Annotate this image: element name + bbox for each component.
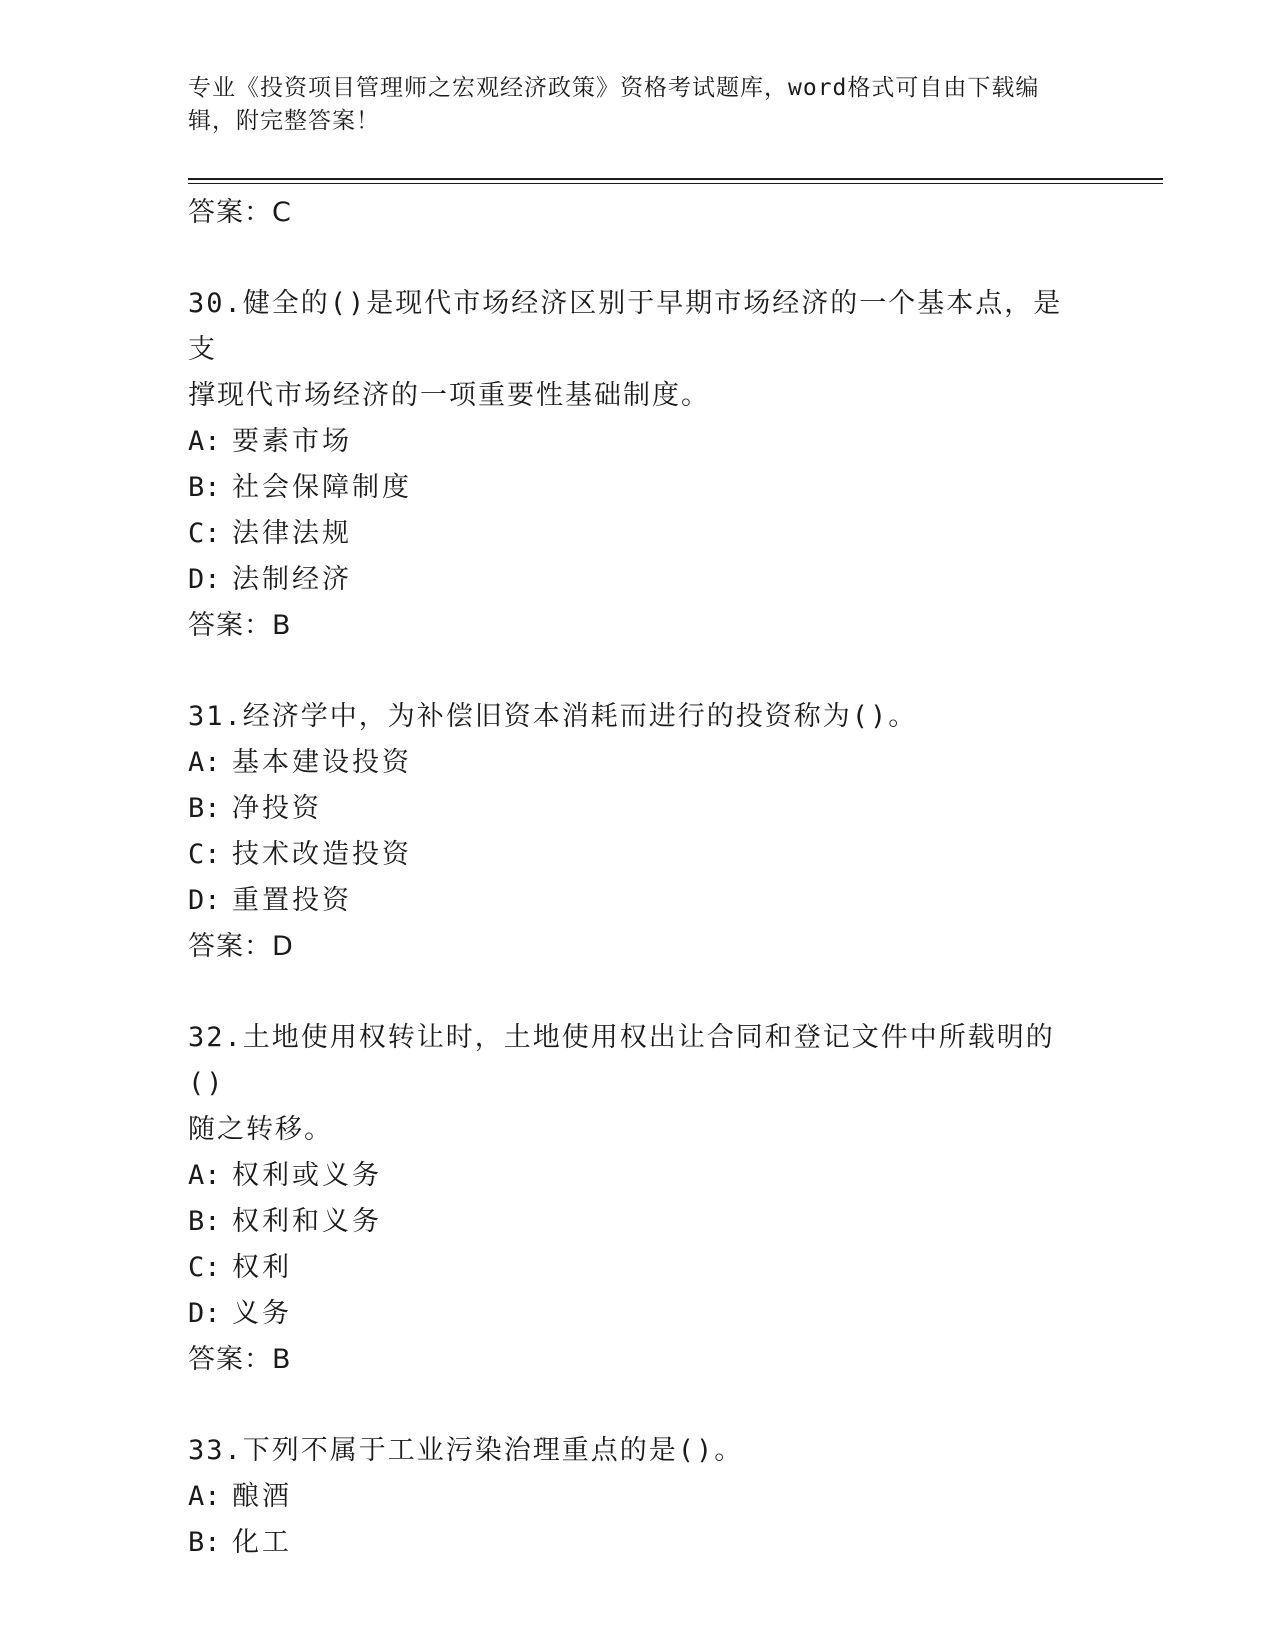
page-header <box>188 72 1068 138</box>
option-key: B: <box>188 1206 221 1237</box>
option-key: A: <box>188 747 221 778</box>
option-key: B: <box>188 793 221 824</box>
option-d <box>188 557 1088 603</box>
question-text <box>188 1015 1088 1153</box>
option-c <box>188 832 1088 878</box>
option-c <box>188 511 1088 557</box>
option-text: 基本建设投资 <box>232 747 412 778</box>
question-33 <box>188 1428 1088 1566</box>
header-line-1: 专业《投资项目管理师之宏观经济政策》资格考试题库，word格式可自由下载编 <box>188 75 1040 101</box>
option-a <box>188 740 1088 786</box>
option-a <box>188 1474 1088 1520</box>
question-text <box>188 1428 1088 1474</box>
option-c <box>188 1245 1088 1291</box>
spacer <box>188 236 1088 281</box>
option-key: B: <box>188 472 221 503</box>
option-text: 权利 <box>232 1252 292 1283</box>
question-text-line-1: 30.健全的()是现代市场经济区别于早期市场经济的一个基本点，是支 <box>188 288 1063 365</box>
option-a <box>188 1153 1088 1199</box>
option-text: 技术改造投资 <box>232 839 412 870</box>
question-text-line-2: 随之转移。 <box>188 1114 333 1145</box>
option-a <box>188 419 1088 465</box>
option-d <box>188 878 1088 924</box>
option-text: 净投资 <box>232 793 322 824</box>
option-text: 法律法规 <box>232 518 352 549</box>
header-divider-thin <box>188 183 1163 184</box>
header-divider-thick <box>188 178 1163 180</box>
header-line-2: 辑，附完整答案！ <box>188 108 380 134</box>
option-key: D: <box>188 564 221 595</box>
option-text: 酿酒 <box>232 1481 292 1512</box>
question-30 <box>188 281 1088 649</box>
option-key: D: <box>188 1298 221 1329</box>
option-text: 义务 <box>232 1298 292 1329</box>
option-text: 社会保障制度 <box>232 472 412 503</box>
option-text: 重置投资 <box>232 885 352 916</box>
option-key: C: <box>188 518 221 549</box>
option-key: A: <box>188 426 221 457</box>
option-b <box>188 1199 1088 1245</box>
answer-line: 答案：B <box>188 610 292 641</box>
option-key: A: <box>188 1160 221 1191</box>
question-text-line-1: 33.下列不属于工业污染治理重点的是()。 <box>188 1435 744 1466</box>
option-b <box>188 786 1088 832</box>
option-text: 权利和义务 <box>232 1206 382 1237</box>
option-key: C: <box>188 1252 221 1283</box>
option-key: B: <box>188 1527 221 1558</box>
option-b <box>188 1520 1088 1566</box>
spacer <box>188 649 1088 694</box>
question-text-line-2: 撑现代市场经济的一项重要性基础制度。 <box>188 380 710 411</box>
spacer <box>188 1383 1088 1428</box>
question-text-line-1: 32.土地使用权转让时，土地使用权出让合同和登记文件中所载明的() <box>188 1022 1055 1099</box>
option-text: 要素市场 <box>232 426 352 457</box>
question-31 <box>188 694 1088 970</box>
spacer <box>188 970 1088 1015</box>
question-text-line-1: 31.经济学中，为补偿旧资本消耗而进行的投资称为()。 <box>188 701 918 732</box>
option-b <box>188 465 1088 511</box>
answer-line: 答案：D <box>188 931 294 962</box>
option-key: A: <box>188 1481 221 1512</box>
answer-line: 答案：B <box>188 1344 292 1375</box>
question-text <box>188 694 1088 740</box>
answer-line: 答案：C <box>188 197 292 228</box>
option-text: 法制经济 <box>232 564 352 595</box>
question-list <box>188 190 1088 1566</box>
question-text <box>188 281 1088 419</box>
option-text: 权利或义务 <box>232 1160 382 1191</box>
option-text: 化工 <box>232 1527 292 1558</box>
option-d <box>188 1291 1088 1337</box>
option-key: D: <box>188 885 221 916</box>
question-32 <box>188 1015 1088 1383</box>
option-key: C: <box>188 839 221 870</box>
